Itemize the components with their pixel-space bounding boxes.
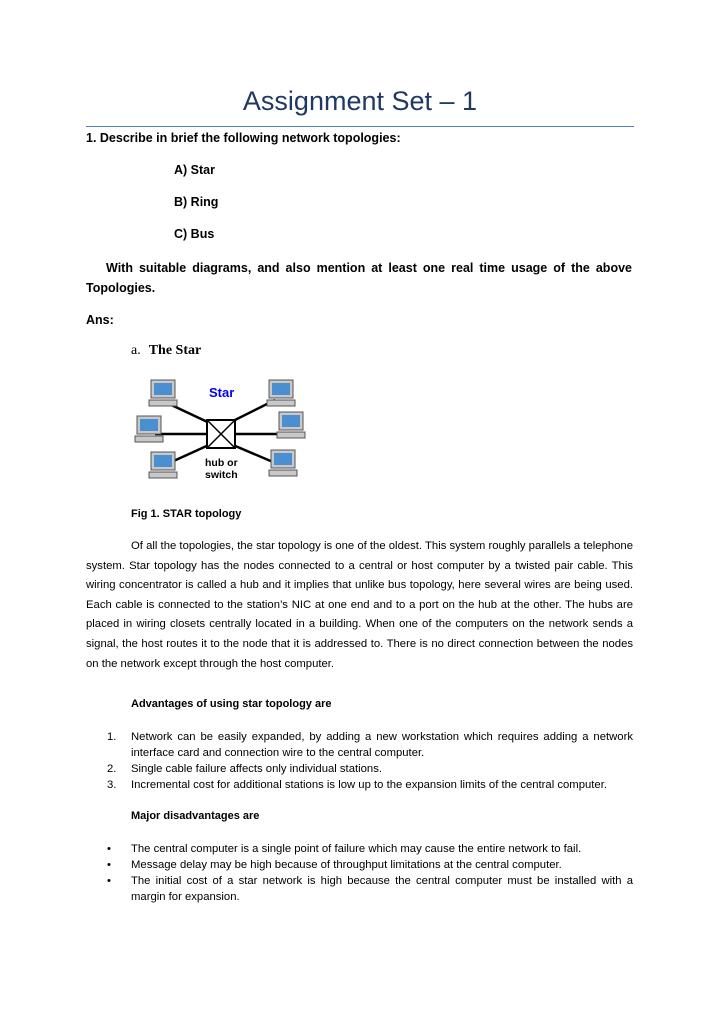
option-b: B) Ring xyxy=(174,195,219,209)
section-heading xyxy=(131,343,201,359)
computer-mid-right xyxy=(277,412,305,438)
computer-bottom-left xyxy=(149,452,177,478)
list-item: 3. Incremental cost for additional stations is low up to the expansion limits of the central computer. xyxy=(107,779,607,791)
answer-label: Ans: xyxy=(86,313,114,327)
question-text: 1. Describe in brief the following network topologies: xyxy=(86,131,401,145)
instruction-text: With suitable diagrams, and also mention at least one real time usage of the above Topologies. xyxy=(86,261,632,295)
list-item: • The initial cost of a star network is high because the central computer must be installed with a margin for expansion. xyxy=(107,875,633,903)
star-topology-diagram xyxy=(125,372,315,488)
list-item: • The central computer is a single point of failure which may cause the entire network to fail. xyxy=(107,843,582,855)
list-item: • Message delay may be high because of throughput limitations at the central computer. xyxy=(107,859,562,871)
disadvantages-list xyxy=(86,841,633,905)
computer-mid-left xyxy=(135,416,163,442)
hub-label-1: hub or xyxy=(205,457,238,469)
body-text xyxy=(86,537,633,674)
disadvantages-heading: Major disadvantages are xyxy=(131,810,260,822)
list-item: 2. Single cable failure affects only individual stations. xyxy=(107,763,382,775)
hub-label-2: switch xyxy=(205,469,238,481)
advantages-list xyxy=(86,729,633,793)
section-title: The Star xyxy=(148,343,202,358)
advantages-heading: Advantages of using star topology are xyxy=(131,698,332,710)
body-paragraph: Of all the topologies, the star topology is one of the oldest. This system roughly parallels a telephone system. Star topology has the nodes connected to a central or host computer by a twisted pair cable. This wiring concentrator is called a hub and it implies that unlike bus topology, here several wires are being used. Each cable is connected to the station’s NIC at one end and to a port on the hub at the other. The hubs are placed in wiring closets centrally located in a building. When one of the computers on the network sends a signal, the host routes it to the node that it is addressed to. There is no direct connection between the nodes on the network except through the host computer. xyxy=(86,540,633,670)
figure-caption: Fig 1. STAR topology xyxy=(131,508,242,520)
computer-top-right xyxy=(267,380,295,406)
computer-top-left xyxy=(149,380,177,406)
section-label: a. xyxy=(131,343,141,358)
computer-bottom-right xyxy=(269,450,297,476)
list-item: 1. Network can be easily expanded, by adding a new workstation which requires adding a network interface card and connection wire to the central computer. xyxy=(107,731,633,759)
diagram-title: Star xyxy=(209,385,235,400)
option-c: C) Bus xyxy=(174,227,215,241)
page-title: Assignment Set – 1 xyxy=(242,86,478,116)
option-a: A) Star xyxy=(174,163,215,177)
title-underline xyxy=(86,126,634,127)
